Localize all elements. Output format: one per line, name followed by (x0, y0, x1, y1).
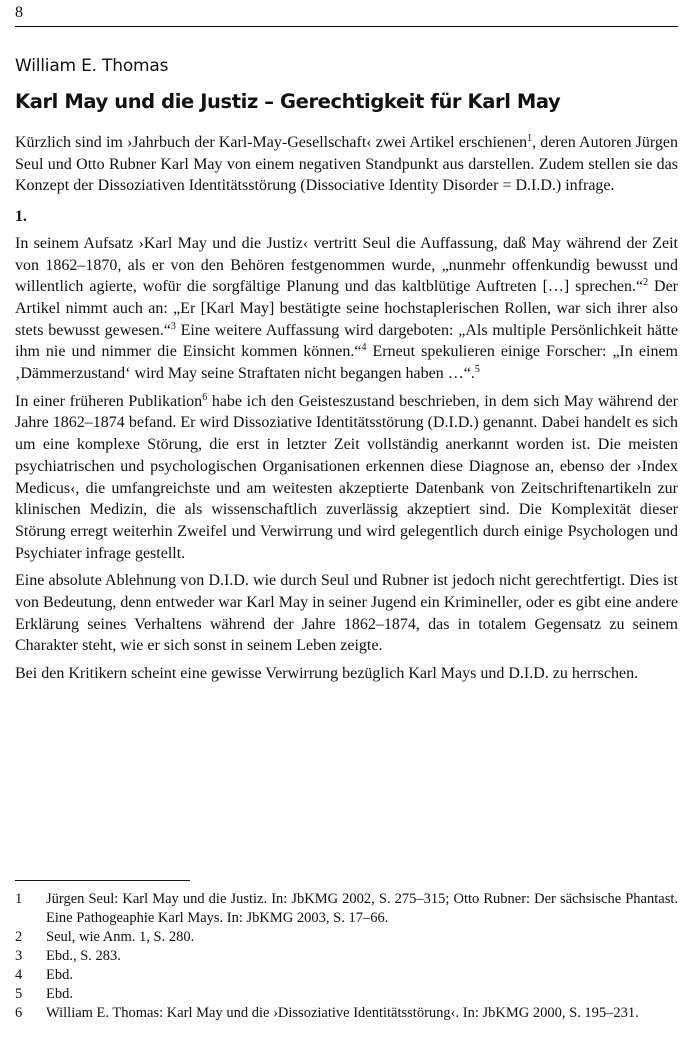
footnote-number: 5 (15, 986, 23, 1002)
section-heading: 1. (15, 208, 27, 226)
page-number: 8 (15, 4, 23, 21)
footnote-text: Ebd. (46, 967, 73, 983)
footnote-ref-5: 5 (474, 364, 480, 376)
footnote-number: 4 (15, 967, 23, 983)
footnote-text: Ebd. (46, 986, 73, 1002)
footnote-text: Seul, wie Anm. 1, S. 280. (46, 929, 195, 945)
footnote-ref-6: 6 (202, 391, 208, 403)
footnote-text: William E. Thomas: Karl May und die ›Dissoziative Identitätsstörung‹. In: JbKMG 2000, S. 195–231. (46, 1005, 639, 1021)
intro-paragraph (15, 132, 678, 197)
intro-text-cont: , deren Autoren Jürgen Seul und Otto Rubner Karl May von einem negativen Standpunkt aus darstellen. Zudem stellen sie das Konzept der Dissoziativen Identitätsstörung (Dissociative Identity Disorder = D.I.D.) infrage. (15, 134, 678, 195)
footnote (15, 966, 678, 985)
paragraph-2-b: habe ich den Geisteszustand beschrieben, in dem sich May während der Jahre 1862–1874 befand. Er wird Dissoziative Identitätsstörung (D.I.D.) genannt. Dabei handelt es sich um eine komplexe Störung, die erst in letzter Zeit vollständig anerkannt worden ist. Die meisten psychiatrischen und psychologischen Organisationen erkennen diese Diagnose an, ebenso der ›Index Medicus‹, die umfangreichste und am weitesten akzeptierte Datenbank von Zeitschriftenartikeln zur klinischen Medizin, die als wissenschaftlich zuverlässig akzeptiert sind. Die Komplexität dieser Störung erregt weiterhin Zweifel und Verwirrung und wird gelegentlich durch einige Psychologen und Psychiater infrage gestellt. (15, 392, 679, 562)
footnote-number: 6 (15, 1005, 23, 1021)
footnote-text: Ebd., S. 283. (46, 948, 121, 964)
footnote (15, 928, 678, 947)
footnote (15, 947, 678, 966)
footnote-ref-3: 3 (170, 320, 176, 332)
paragraph-2-a: In einer früheren Publikation (15, 392, 203, 410)
paragraph-1 (15, 233, 678, 385)
footnote-rule (15, 880, 190, 881)
footnotes (15, 890, 678, 1023)
footnote (15, 890, 678, 928)
paragraph-1-a: In seinem Aufsatz ›Karl May und die Justiz‹ vertritt Seul die Auffassung, daß May während der Zeit von 1862–1870, als er von den Behören festgenommen wurde, „nunmehr offenkundig bewusst und willentlich agierte, wofür die sorgfältige Planung und das kaltblütige Auftreten […] sprechen.“ (15, 234, 678, 296)
article-title: Karl May und die Justiz – Gerechtigkeit für Karl May (15, 90, 561, 113)
article-body (15, 132, 678, 691)
footnote-ref-2: 2 (643, 277, 649, 289)
header-rule (15, 26, 678, 27)
paragraph-1-d: Erneut spekulieren einige Forscher: „In einem ‚Dämmerzustand‘ wird May seine Straftaten nicht begangen haben …“. (15, 343, 678, 383)
author-name: William E. Thomas (15, 56, 169, 76)
footnote (15, 1004, 678, 1023)
paragraph-4: Bei den Kritikern scheint eine gewisse Verwirrung bezüglich Karl Mays und D.I.D. zu herrschen. (15, 665, 639, 683)
footnote (15, 985, 678, 1004)
paragraph-1-c: Eine weitere Auffassung wird dargeboten: „Als multiple Persönlichkeit hätte ihm nie und nimmer die Einsicht kommen können.“ (15, 321, 679, 361)
footnote-ref-4: 4 (361, 342, 367, 354)
footnote-number: 1 (15, 891, 23, 907)
intro-text: Kürzlich sind im ›Jahrbuch der Karl-May-Gesellschaft‹ zwei Artikel erschienen (15, 134, 528, 151)
paragraph-2 (15, 391, 678, 565)
footnote-ref-1: 1 (527, 133, 533, 144)
footnote-text: Jürgen Seul: Karl May und die Justiz. In: JbKMG 2002, S. 275–315; Otto Rubner: Der sächsische Phantast. Eine Pathogeaphie Karl Mays. In: JbKMG 2003, S. 17–66. (46, 891, 678, 926)
footnote-number: 3 (15, 948, 23, 964)
paragraph-1-b: Der Artikel nimmt auch an: „Er [Karl May] bestätigte seine hochstaplerischen Rollen, war sich ihrer also stets bewusst gewesen.“ (15, 278, 679, 339)
footnote-number: 2 (15, 929, 23, 945)
paragraph-3: Eine absolute Ablehnung von D.I.D. wie durch Seul und Rubner ist jedoch nicht gerechtfertigt. Dies ist von Bedeutung, denn entweder war Karl May in seiner Jugend ein Krimineller, oder es gibt eine andere Erklärung seines Verhaltens während der Jahre 1862–1874, das in totalem Gegensatz zu seinem Charakter steht, wie er sich sonst in seinem Leben zeigte. (15, 572, 678, 655)
